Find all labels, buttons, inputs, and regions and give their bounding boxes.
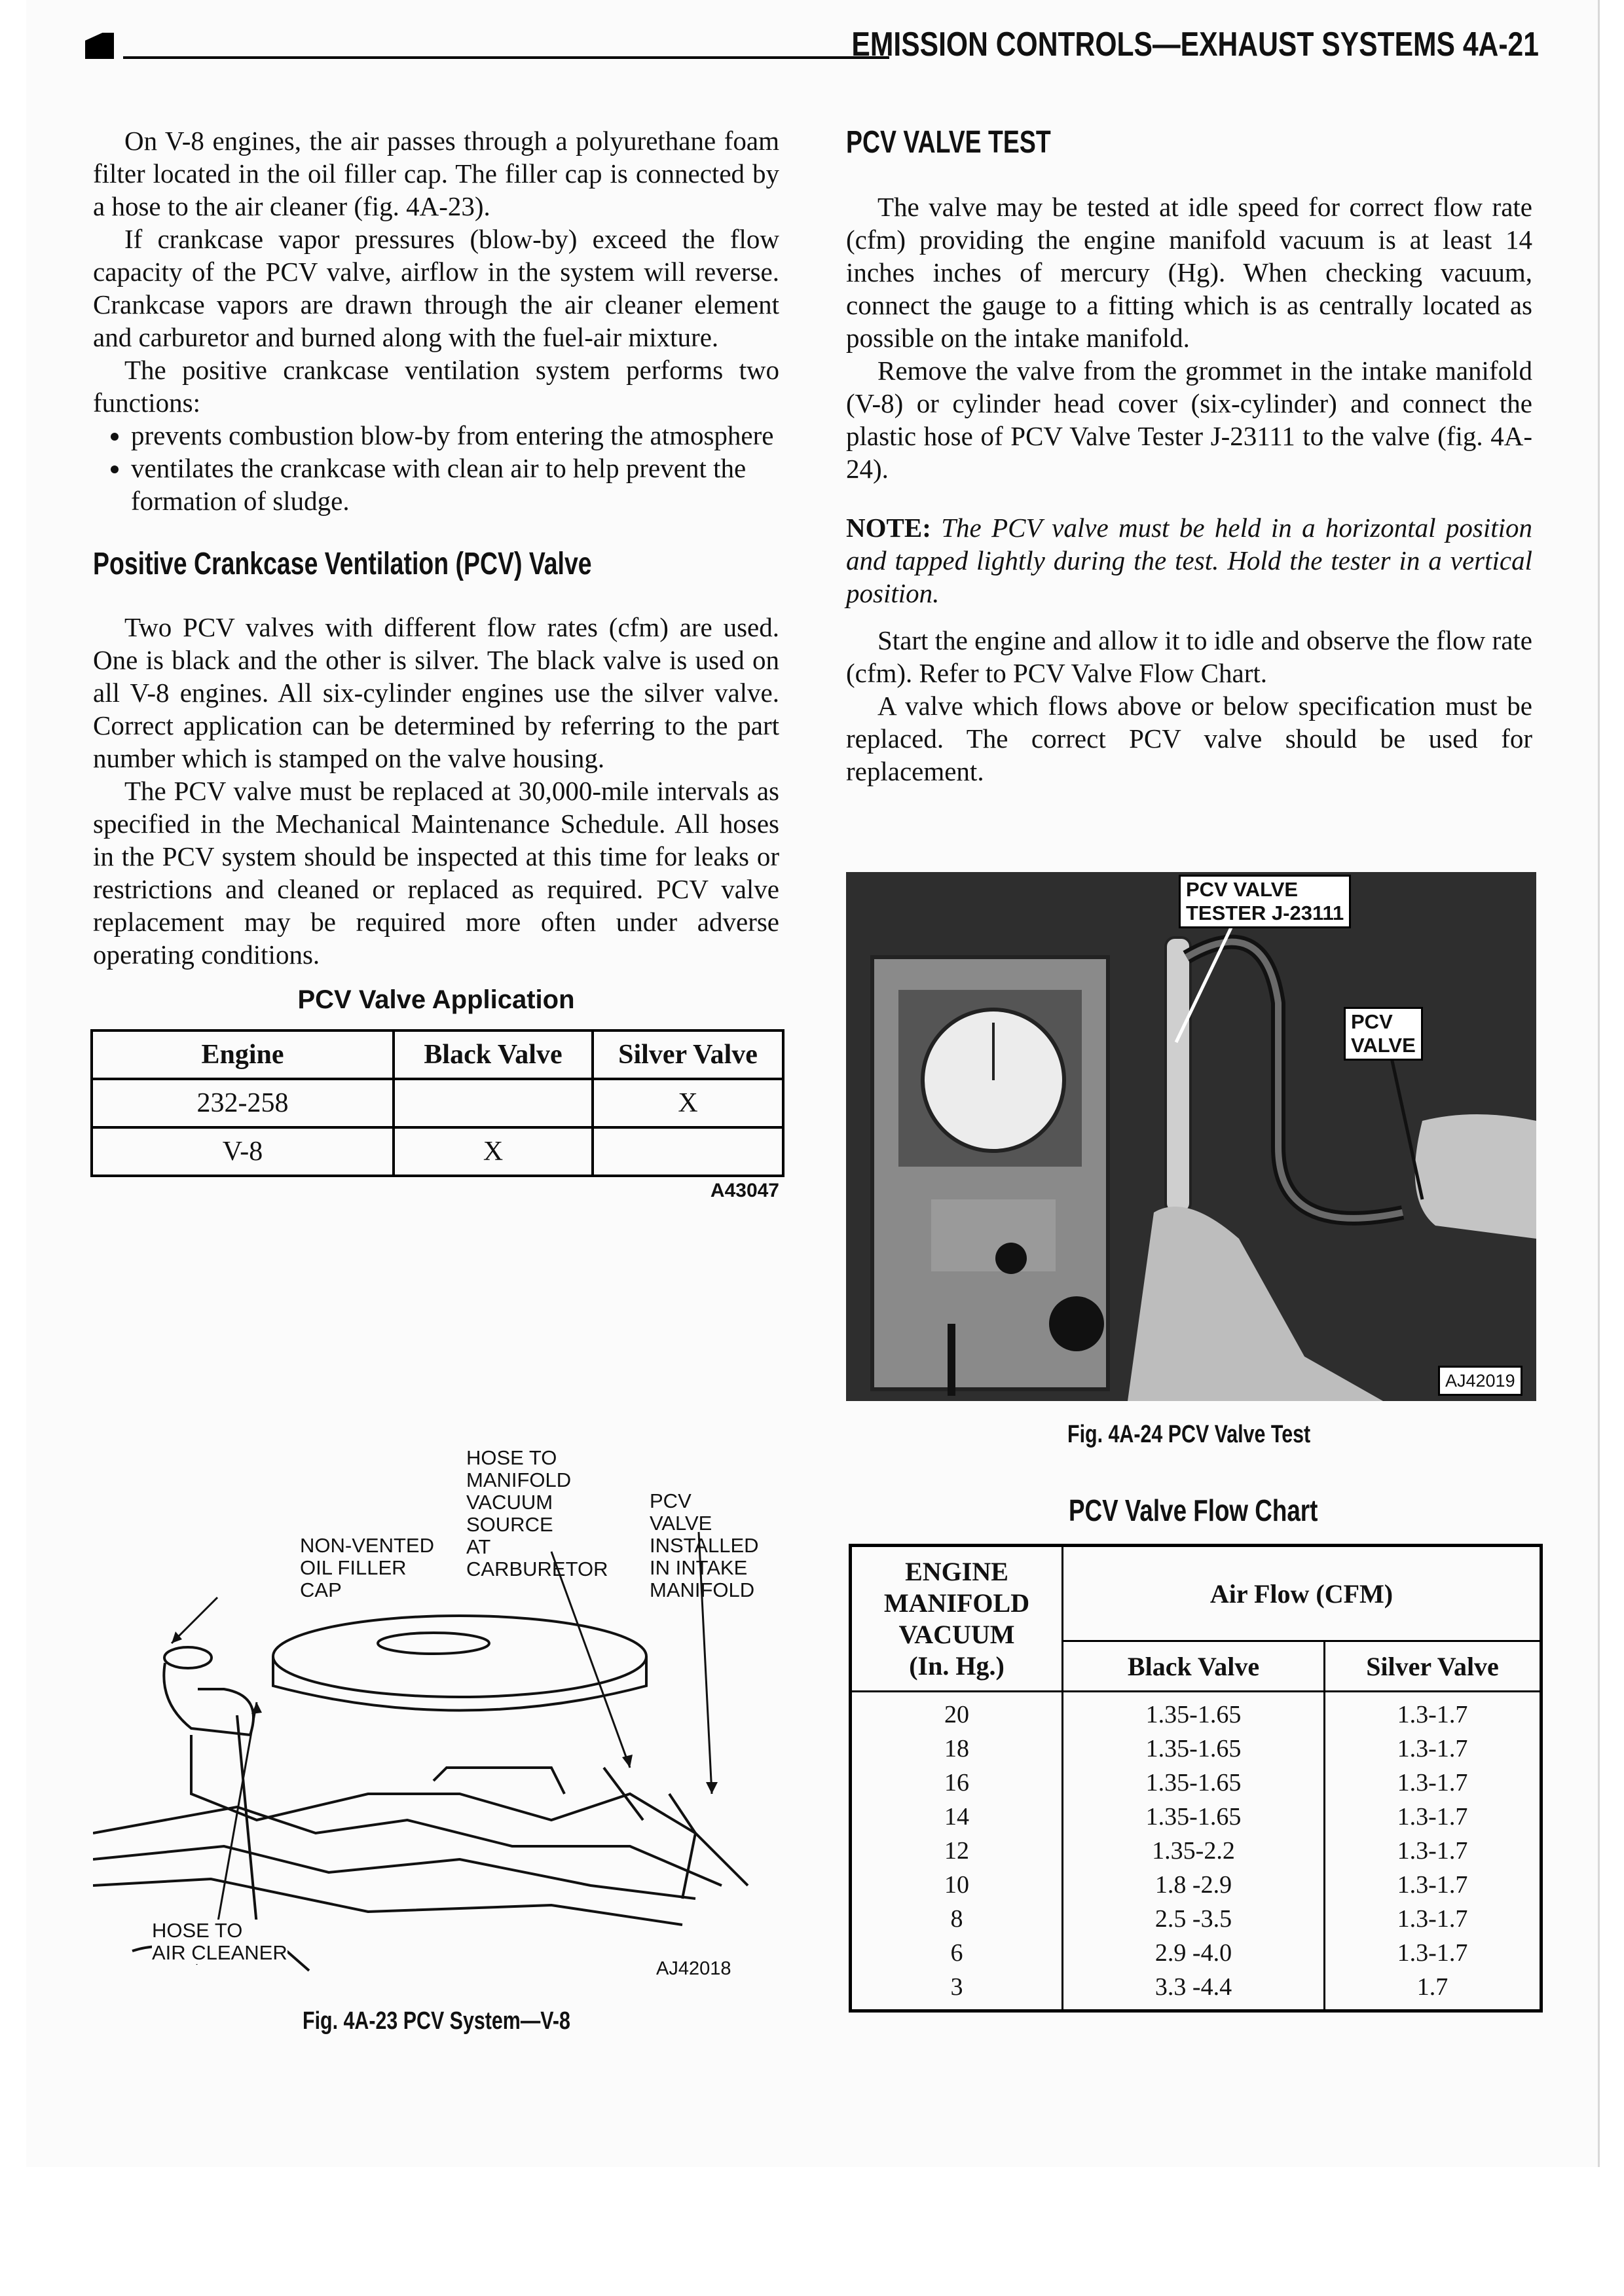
left-column	[93, 124, 779, 1202]
figure-caption: Fig. 4A-23 PCV System—V-8	[303, 2007, 570, 2035]
table-cell	[593, 1127, 783, 1176]
table-cell: X	[394, 1127, 593, 1176]
header-rule	[123, 56, 889, 59]
section-heading: Positive Crankcase Ventilation (PCV) Valve	[93, 547, 592, 581]
table-row: 12 1.35-2.2 1.3-1.7	[851, 1834, 1541, 1868]
table-row: 16 1.35-1.65 1.3-1.7	[851, 1766, 1541, 1800]
figure-code: A43047	[710, 1180, 779, 1201]
paragraph: If crankcase vapor pressures (blow-by) exceed the flow capacity of the PCV valve, airflow in the system will reverse. Crankcase vapors are drawn through the air cleaner element and carburetor and burned along with the fuel-air mixture.	[93, 224, 779, 352]
flow-chart-table	[849, 1544, 1543, 2013]
list-item: • ventilates the crankcase with clean air to help prevent the formation of sludge.	[131, 452, 779, 517]
table-row: 8 2.5 -3.5 1.3-1.7	[851, 1902, 1541, 1936]
paragraph: A valve which flows above or below specification must be replaced. The correct PCV valve should be used for replacement.	[846, 691, 1532, 786]
label-hose-manifold: HOSE TO MANIFOLD VACUUM SOURCE AT CARBURETOR	[466, 1446, 608, 1580]
paragraph: The valve may be tested at idle speed for correct flow rate (cfm) providing the engine manifold vacuum is at least 14 inches inches of mercury (Hg). When checking vacuum, connect the gauge to a fitting which is as centrally located as possible on the intake manifold.	[846, 192, 1532, 353]
table-row: 18 1.35-1.65 1.3-1.7	[851, 1732, 1541, 1766]
paragraph: Remove the valve from the grommet in the intake manifold (V-8) or cylinder head cover (six-cylinder) and connect the plastic hose of PCV Valve Tester J-23111 to the valve (fig. 4A-24).	[846, 355, 1532, 484]
table-cell: 232-258	[92, 1079, 394, 1127]
callout-tester: PCV VALVE TESTER J-23111	[1179, 875, 1351, 928]
page-title: EMISSION CONTROLS—EXHAUST SYSTEMS 4A-21	[851, 26, 1539, 64]
application-table-title: PCV Valve Application	[297, 985, 575, 1014]
paragraph: The positive crankcase ventilation system performs two functions:	[93, 355, 779, 418]
column-header-airflow: Air Flow (CFM)	[1063, 1546, 1541, 1641]
section-tab-mark	[85, 33, 114, 59]
column-header-vacuum: ENGINE MANIFOLD VACUUM (In. Hg.)	[851, 1546, 1063, 1692]
application-table	[90, 1029, 784, 1177]
page-header	[85, 25, 1539, 64]
table-header: Engine	[92, 1030, 394, 1079]
photo-illustration	[846, 872, 1536, 1401]
table-cell	[394, 1079, 593, 1127]
list-item: • prevents combustion blow-by from entering the atmosphere	[131, 419, 779, 452]
pcv-system-diagram	[93, 1427, 800, 2049]
flow-chart-title: PCV Valve Flow Chart	[1069, 1493, 1318, 1527]
table-row	[92, 1079, 783, 1127]
label-hose-air-cleaner: HOSE TO AIR CLEANER	[152, 1919, 287, 1964]
figure-caption: Fig. 4A-24 PCV Valve Test	[1067, 1421, 1311, 1448]
table-row: 14 1.35-1.65 1.3-1.7	[851, 1800, 1541, 1834]
paragraph: Two PCV valves with different flow rates (cfm) are used. One is black and the other is silver. The black valve is used on all V-8 engines. All six-cylinder engines use the silver valve. Correct application can be determined by referring to the part number which is stamped on the valve housing.	[93, 612, 779, 773]
right-column	[846, 124, 1532, 788]
table-row: 6 2.9 -4.0 1.3-1.7	[851, 1936, 1541, 1970]
table-row: 3 3.3 -4.4 1.7	[851, 1970, 1541, 2011]
figure-code: AJ42019	[1438, 1366, 1522, 1396]
table-row	[92, 1127, 783, 1176]
note	[846, 511, 1532, 610]
paragraph: Start the engine and allow it to idle and observe the flow rate (cfm). Refer to PCV Valve Flow Chart.	[846, 625, 1532, 688]
label-oil-filler-cap: NON-VENTED OIL FILLER CAP	[300, 1534, 434, 1601]
figure-code: AJ42018	[656, 1958, 731, 1979]
table-cell: V-8	[92, 1127, 394, 1176]
column-header-black: Black Valve	[1063, 1641, 1325, 1692]
scan-margin	[0, 2167, 1624, 2296]
note-text: The PCV valve must be held in a horizontal position and tapped lightly during the test. Hold the tester in a vertical position.	[846, 513, 1533, 608]
table-row: 20 1.35-1.65 1.3-1.7	[851, 1692, 1541, 1732]
pcv-valve-test-photo	[846, 872, 1536, 1401]
paragraph: On V-8 engines, the air passes through a polyurethane foam filter located in the oil filler cap. The filler cap is connected by a hose to the air cleaner (fig. 4A-23).	[93, 126, 779, 221]
table-cell: X	[593, 1079, 783, 1127]
table-row: 10 1.8 -2.9 1.3-1.7	[851, 1868, 1541, 1902]
section-heading: PCV VALVE TEST	[846, 125, 1051, 160]
column-header-silver: Silver Valve	[1325, 1641, 1541, 1692]
paragraph: The PCV valve must be replaced at 30,000-mile intervals as specified in the Mechanical Maintenance Schedule. All hoses in the PCV system should be inspected at this time for leaks or restrictions and cleaned or replaced as required. PCV valve replacement may be required more often under adverse operating conditions.	[93, 776, 779, 970]
label-pcv-valve: PCV VALVE INSTALLED IN INTAKE MANIFOLD	[650, 1489, 759, 1601]
callout-valve: PCV VALVE	[1344, 1007, 1423, 1061]
note-label: NOTE:	[846, 513, 931, 543]
table-header: Black Valve	[394, 1030, 593, 1079]
function-list	[93, 419, 779, 517]
table-header: Silver Valve	[593, 1030, 783, 1079]
